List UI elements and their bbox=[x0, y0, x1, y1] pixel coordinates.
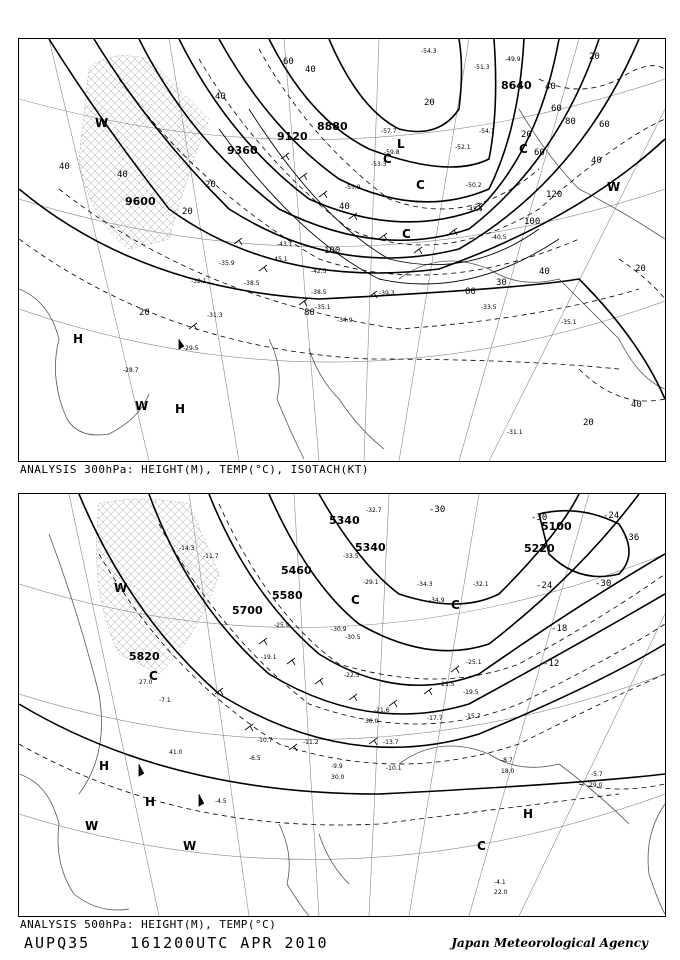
station-value-label: -25.1 bbox=[466, 659, 482, 666]
station-value-label: -34.9 bbox=[337, 317, 353, 324]
pressure-system-label: W bbox=[183, 839, 197, 853]
station-value-label: -4.5 bbox=[215, 798, 227, 805]
contour-value-label: 20 bbox=[182, 207, 193, 217]
contour-value-label: 20 bbox=[205, 180, 216, 190]
station-value-label: -28.7 bbox=[123, 367, 139, 374]
station-value-label: -10.7 bbox=[257, 737, 273, 744]
station-value-label: -29.5 bbox=[183, 345, 199, 352]
isotherm-labels bbox=[429, 505, 639, 669]
pressure-system-label: H bbox=[99, 759, 110, 773]
station-value-label: -5.7 bbox=[591, 771, 603, 778]
map-300hpa-canvas bbox=[19, 39, 665, 461]
station-value-label: -55.9 bbox=[345, 184, 361, 191]
issue-time: 161200UTC APR 2010 bbox=[130, 934, 329, 952]
contour-value-label: 20 bbox=[589, 52, 600, 62]
station-value-label: -15.7 bbox=[465, 713, 481, 720]
contour-value-label: -30 bbox=[531, 513, 548, 523]
height-contour-label: 9120 bbox=[277, 130, 308, 143]
station-value-label: -35.9 bbox=[219, 260, 235, 267]
station-value-label: -35.1 bbox=[561, 319, 577, 326]
station-value-label: -21.6 bbox=[374, 707, 390, 714]
station-value-label: -22.5 bbox=[344, 672, 360, 679]
height-contour-label: 5700 bbox=[232, 604, 263, 617]
contour-value-label: -12 bbox=[543, 659, 560, 669]
station-value-label: -42.5 bbox=[311, 268, 327, 275]
station-value-label: -31.1 bbox=[507, 429, 523, 436]
station-value-label: -45.1 bbox=[467, 206, 483, 213]
contour-value-label: 40 bbox=[539, 267, 550, 277]
contour-value-label: 40 bbox=[545, 82, 556, 92]
analysis-500hpa-map bbox=[18, 493, 666, 917]
pressure-system-label: C bbox=[402, 227, 411, 241]
height-contour-label: 8640 bbox=[501, 79, 532, 92]
station-value-label: -32.1 bbox=[191, 278, 207, 285]
pressure-system-label: C bbox=[477, 839, 486, 853]
station-value-label: -25.9 bbox=[274, 622, 290, 629]
pressure-system-label: C bbox=[416, 178, 425, 192]
height-contour-label: 8880 bbox=[317, 120, 348, 133]
station-value-label: -33.5 bbox=[343, 553, 359, 560]
contour-value-label: 20 bbox=[139, 308, 150, 318]
pressure-system-label: W bbox=[95, 116, 109, 130]
pressure-system-label: W bbox=[85, 819, 99, 833]
contour-value-label: 40 bbox=[339, 202, 350, 212]
station-value-label: -30.9 bbox=[331, 626, 347, 633]
station-value-label: -6.5 bbox=[249, 755, 261, 762]
station-value-label: -8.7 bbox=[501, 757, 513, 764]
contour-value-label: 20 bbox=[583, 418, 594, 428]
station-value-label: -9.9 bbox=[331, 763, 343, 770]
pressure-system-label: W bbox=[607, 180, 621, 194]
pressure-system-label: C bbox=[383, 152, 392, 166]
contour-value-label: 40 bbox=[305, 65, 316, 75]
height-contour-label: 5340 bbox=[329, 514, 360, 527]
contour-value-label: 80 bbox=[565, 117, 576, 127]
analysis-300hpa-map bbox=[18, 38, 666, 462]
station-value-label: 27.0 bbox=[139, 679, 153, 686]
caption-300hpa: ANALYSIS 300hPa: HEIGHT(M), TEMP(°C), ISOTACH(KT) bbox=[20, 463, 370, 476]
contour-value-label: 20 bbox=[521, 130, 532, 140]
station-value-label: -19.5 bbox=[463, 689, 479, 696]
station-value-label: -11.7 bbox=[203, 553, 219, 560]
station-value-label: 22.0 bbox=[494, 889, 508, 896]
contour-value-label: 30 bbox=[496, 278, 507, 288]
station-value-label: 18.0 bbox=[501, 768, 515, 775]
station-value-label: -34.3 bbox=[417, 581, 433, 588]
station-value-label: -14.3 bbox=[179, 545, 195, 552]
station-value-label: -53.3 bbox=[371, 161, 387, 168]
station-value-label: 30.0 bbox=[365, 718, 379, 725]
station-value-label: -29.1 bbox=[363, 579, 379, 586]
station-value-label: -35.1 bbox=[315, 304, 331, 311]
pressure-system-label: C bbox=[519, 142, 528, 156]
station-value-label: -30.5 bbox=[345, 634, 361, 641]
station-value-label: -54.3 bbox=[421, 48, 437, 55]
height-contour-label: 5820 bbox=[129, 650, 160, 663]
station-value-label: -34.9 bbox=[429, 597, 445, 604]
contour-value-label: -36 bbox=[623, 533, 640, 543]
station-value-label: -49.9 bbox=[505, 56, 521, 63]
contour-value-label: -24 bbox=[536, 581, 553, 591]
station-value-label: -38.5 bbox=[311, 289, 327, 296]
station-value-label: -32.7 bbox=[366, 507, 382, 514]
contour-value-label: 40 bbox=[59, 162, 70, 172]
hatched-area bbox=[79, 56, 209, 249]
station-value-label: -11.2 bbox=[303, 739, 319, 746]
map-500hpa-canvas bbox=[19, 494, 665, 916]
station-value-label: -19.1 bbox=[261, 654, 277, 661]
station-value-label: -57.7 bbox=[381, 128, 397, 135]
contour-value-label: 60 bbox=[534, 148, 545, 158]
pressure-system-label: C bbox=[351, 593, 360, 607]
station-value-label: -4.1 bbox=[494, 879, 506, 886]
height-contour-label: 5460 bbox=[281, 564, 312, 577]
contour-value-label: 20 bbox=[424, 98, 435, 108]
pressure-system-label: H bbox=[145, 795, 156, 809]
station-value-label: -54.1 bbox=[479, 128, 495, 135]
contour-value-label: -24 bbox=[603, 511, 620, 521]
contour-value-label: 40 bbox=[591, 156, 602, 166]
contour-value-label: 100 bbox=[324, 246, 341, 256]
contour-value-label: 100 bbox=[524, 217, 541, 227]
pressure-system-label: L bbox=[397, 137, 405, 151]
station-value-label: -10.1 bbox=[386, 765, 402, 772]
contour-value-label: 80 bbox=[304, 308, 315, 318]
station-value-label: 41.0 bbox=[169, 749, 183, 756]
station-value-label: -33.5 bbox=[481, 304, 497, 311]
contour-value-label: -30 bbox=[429, 505, 446, 515]
station-value-label: 29.0 bbox=[589, 782, 603, 789]
station-value-label: -17.7 bbox=[427, 715, 443, 722]
agency-name: Japan Meteorological Agency bbox=[451, 936, 648, 950]
height-contour-label: 5220 bbox=[524, 542, 555, 555]
height-contour-label: 9360 bbox=[227, 144, 258, 157]
station-value-label: -43.1 bbox=[277, 241, 293, 248]
station-value-label: -13.7 bbox=[383, 739, 399, 746]
contour-value-label: 40 bbox=[117, 170, 128, 180]
height-contour-label: 5100 bbox=[541, 520, 572, 533]
station-value-label: -52.1 bbox=[455, 144, 471, 151]
pressure-system-label: H bbox=[175, 402, 186, 416]
height-contour-label: 9600 bbox=[125, 195, 156, 208]
station-value-label: -40.5 bbox=[491, 234, 507, 241]
station-value-label: -38.5 bbox=[244, 280, 260, 287]
station-value-label: -51.3 bbox=[474, 64, 490, 71]
station-value-label: -45.1 bbox=[272, 256, 288, 263]
station-value-label: -32.1 bbox=[473, 581, 489, 588]
contour-value-label: 120 bbox=[546, 190, 563, 200]
contour-value-label: 60 bbox=[599, 120, 610, 130]
station-value-label: -7.1 bbox=[159, 697, 171, 704]
contour-value-label: -18 bbox=[551, 624, 568, 634]
pressure-system-label: H bbox=[523, 807, 534, 821]
pressure-system-label: C bbox=[451, 598, 460, 612]
caption-500hpa: ANALYSIS 500hPa: HEIGHT(M), TEMP(°C) bbox=[20, 918, 277, 931]
pressure-system-label: C bbox=[149, 669, 158, 683]
height-contour-label: 5580 bbox=[272, 589, 303, 602]
pressure-system-label: W bbox=[135, 399, 149, 413]
station-value-label: -21.5 bbox=[439, 681, 455, 688]
pressure-system-label: W bbox=[114, 581, 128, 595]
station-value-label: -31.3 bbox=[207, 312, 223, 319]
pressure-system-label: H bbox=[73, 332, 84, 346]
contour-value-label: 60 bbox=[551, 104, 562, 114]
contour-value-label: 40 bbox=[215, 92, 226, 102]
station-value-label: -39.3 bbox=[379, 290, 395, 297]
contour-value-label: 20 bbox=[635, 264, 646, 274]
contour-value-label: 80 bbox=[465, 287, 476, 297]
contour-value-label: -30 bbox=[595, 579, 612, 589]
station-value-label: -50.2 bbox=[466, 182, 482, 189]
contour-value-label: 60 bbox=[283, 57, 294, 67]
product-code: AUPQ35 bbox=[24, 934, 91, 952]
station-value-label: -59.8 bbox=[384, 149, 400, 156]
station-value-label: 30.0 bbox=[331, 774, 345, 781]
height-contour-label: 5340 bbox=[355, 541, 386, 554]
contour-value-label: 40 bbox=[631, 400, 642, 410]
